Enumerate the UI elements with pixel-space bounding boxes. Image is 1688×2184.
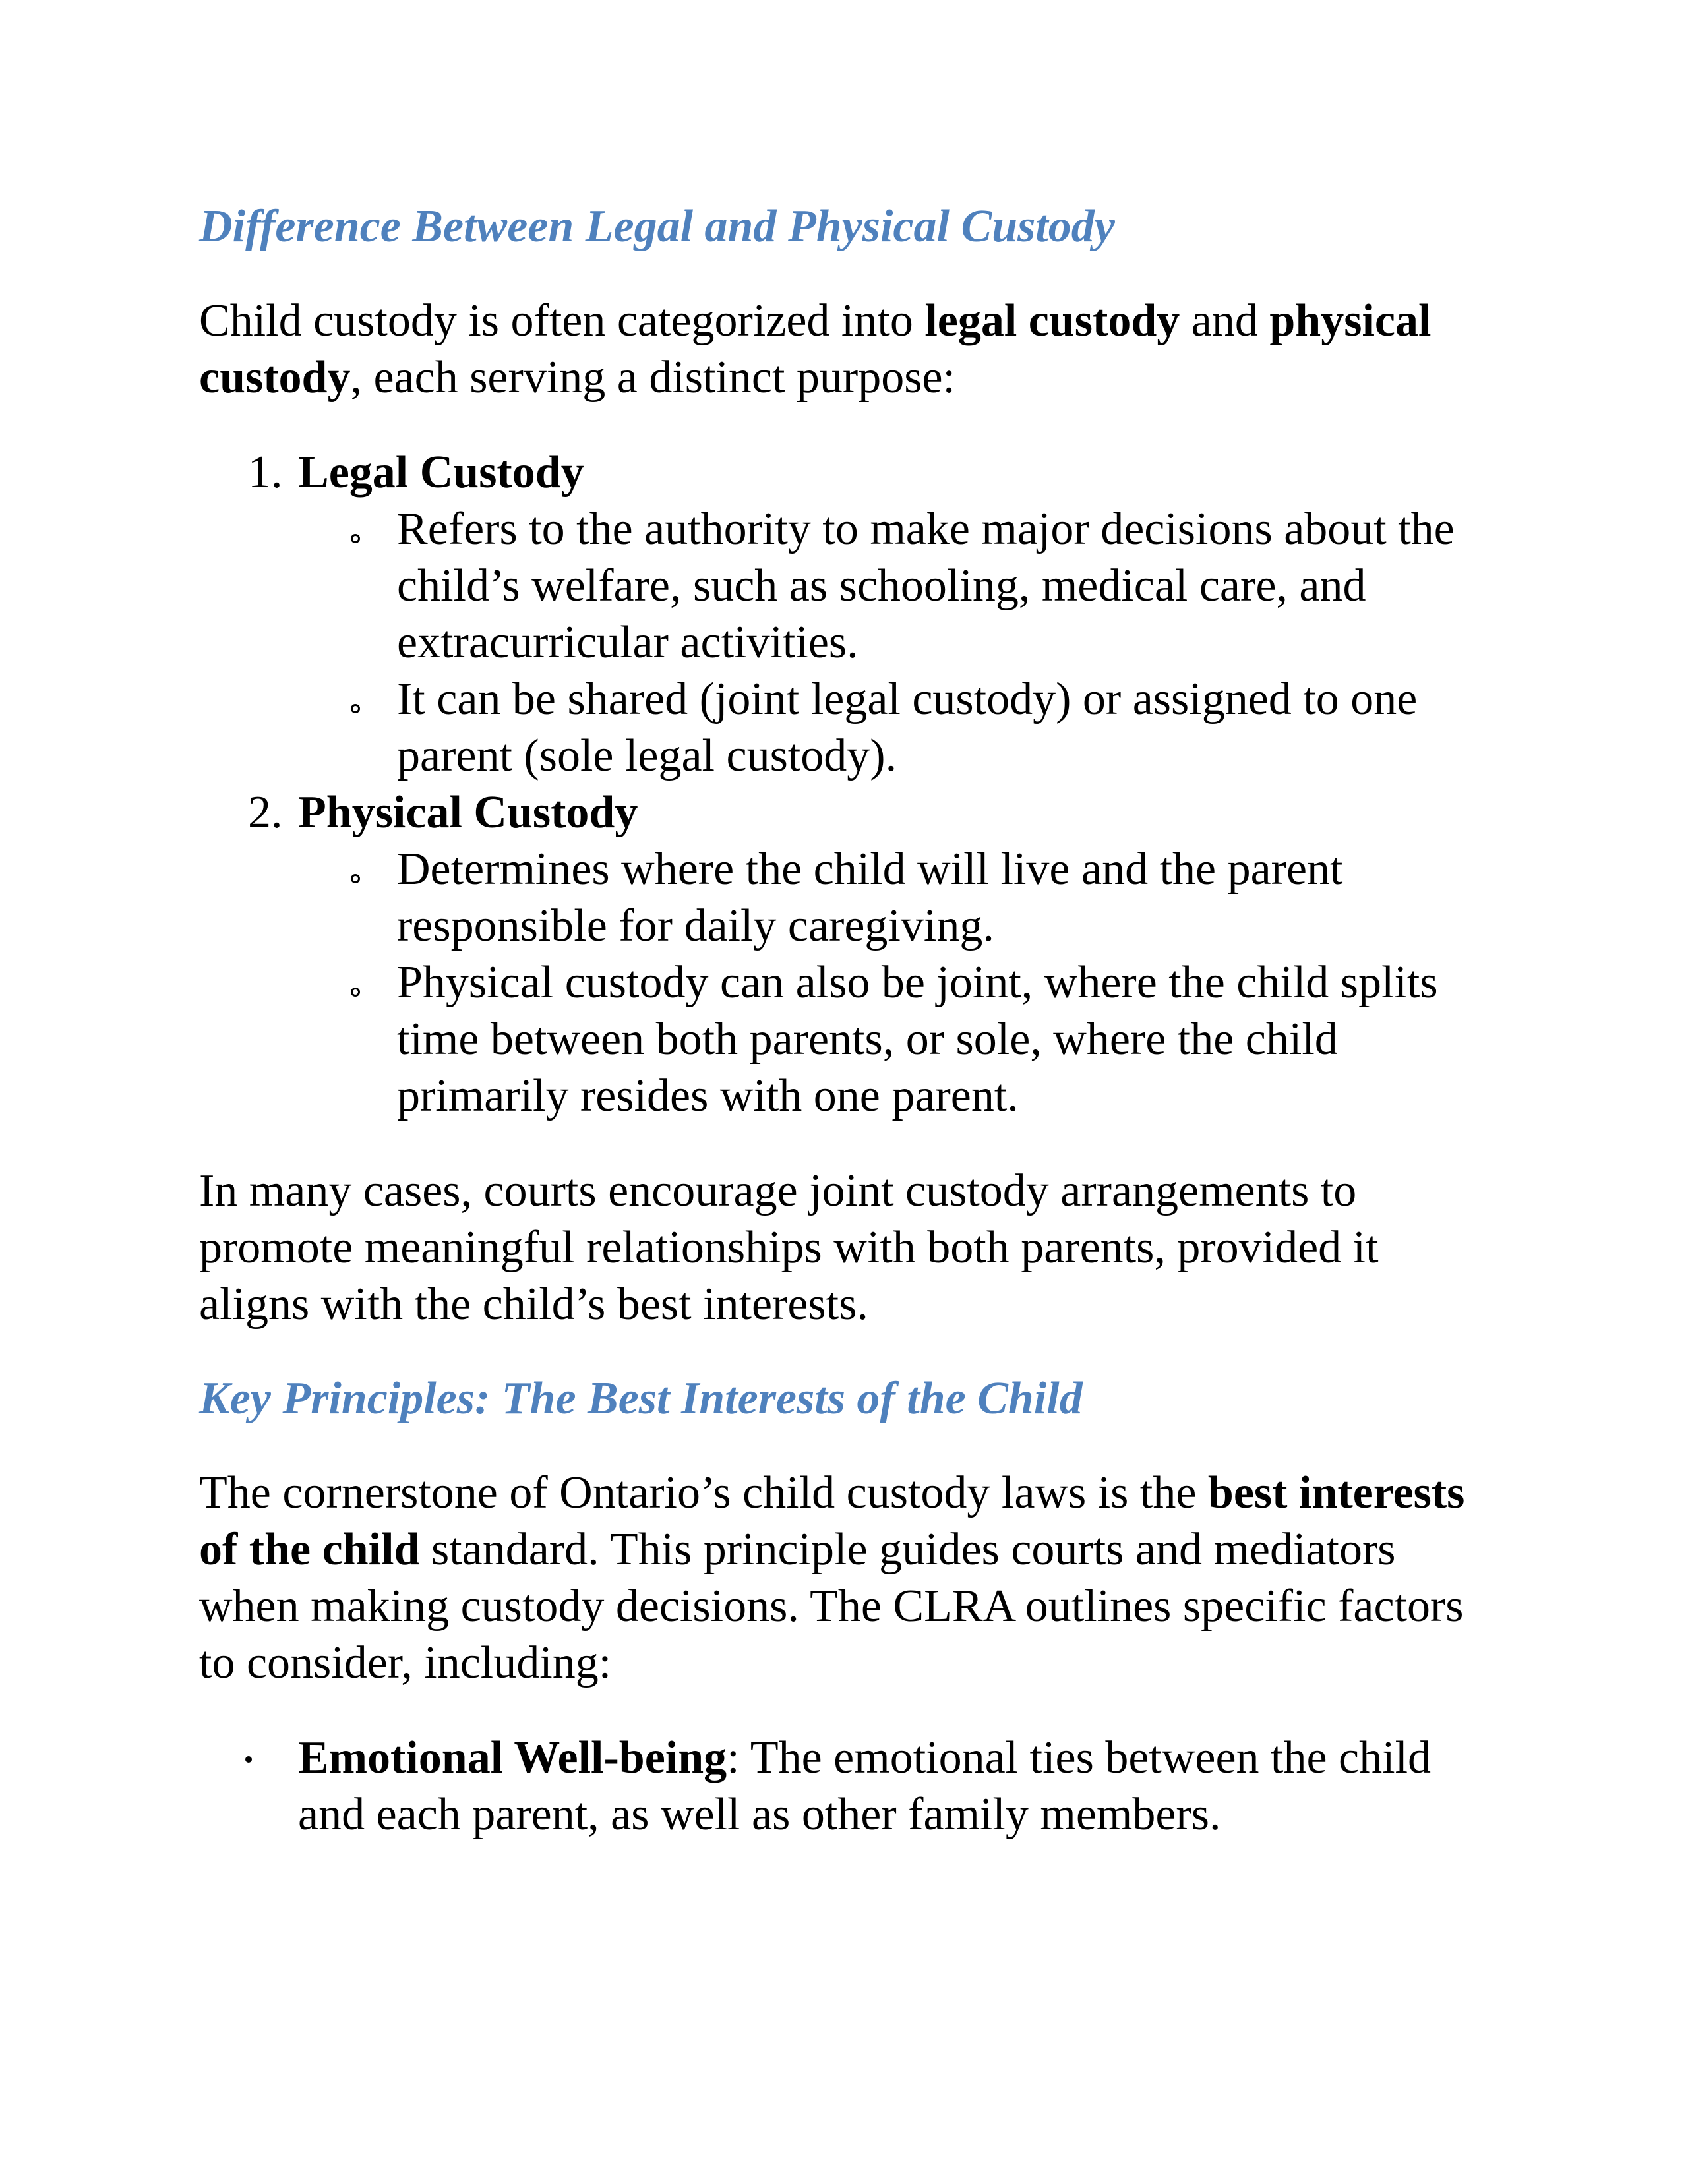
factor-text: : The emotional ties between the child and each parent, as well as other family members. [298, 1732, 1432, 1840]
list-number: 2. [248, 787, 283, 838]
circle-bullet-icon [351, 534, 360, 543]
sub-list [298, 501, 1492, 784]
sub-list [298, 841, 1492, 1125]
best-interests-bold: best interests of the child [199, 1467, 1465, 1575]
sub-list-text: Refers to the authority to make major decisions about the child’s welfare, such as schooling, medical care, and extracurricular activities. [397, 504, 1455, 668]
sub-list-item [298, 955, 1492, 1125]
best-interests-text-2: standard. This principle guides courts and mediators when making custody decisions. The CLRA outlines specific factors to consider, including: [199, 1524, 1464, 1688]
best-interests-text-1: The cornerstone of Ontario’s child custody laws is the [199, 1467, 1208, 1518]
best-interests-paragraph [199, 1465, 1492, 1692]
list-item-title: Physical Custody [298, 787, 638, 838]
list-number: 1. [248, 447, 283, 498]
sub-list-item [298, 501, 1492, 671]
sub-list-text: It can be shared (joint legal custody) or assigned to one parent (sole legal custody). [397, 674, 1418, 781]
list-item-title: Legal Custody [298, 447, 584, 498]
intro-bold-physical-custody: physical custody [199, 295, 1432, 403]
factor-title: Emotional Well-being [298, 1732, 727, 1783]
factors-list [199, 1730, 1492, 1843]
intro-text-1: Child custody is often categorized into [199, 295, 925, 346]
sub-list-item [298, 841, 1492, 955]
list-item-legal-custody [199, 444, 1492, 784]
document-content [199, 198, 1492, 1843]
custody-types-list [199, 444, 1492, 1125]
intro-bold-legal-custody: legal custody [924, 295, 1180, 346]
closing-paragraph: In many cases, courts encourage joint custody arrangements to promote meaningful relationships with both parents, provided it aligns with the child’s best interests. [199, 1166, 1379, 1330]
factor-item-emotional-wellbeing [199, 1730, 1492, 1843]
circle-bullet-icon [351, 704, 360, 713]
sub-list-text: Physical custody can also be joint, where the child splits time between both parents, or sole, where the child primarily resides with one parent. [397, 957, 1438, 1121]
intro-paragraph [199, 293, 1492, 406]
section-heading-best-interests: Key Principles: The Best Interests of the Child [199, 1373, 1083, 1424]
intro-text-3: , each serving a distinct purpose: [350, 352, 956, 403]
section-heading-custody-types: Difference Between Legal and Physical Custody [199, 201, 1115, 252]
sub-list-item [298, 671, 1492, 784]
circle-bullet-icon [351, 874, 360, 883]
list-item-physical-custody [199, 784, 1492, 1125]
sub-list-text: Determines where the child will live and the parent responsible for daily caregiving. [397, 844, 1343, 951]
bullet-dot-icon [245, 1756, 252, 1763]
circle-bullet-icon [351, 988, 360, 997]
intro-text-2: and [1180, 295, 1270, 346]
